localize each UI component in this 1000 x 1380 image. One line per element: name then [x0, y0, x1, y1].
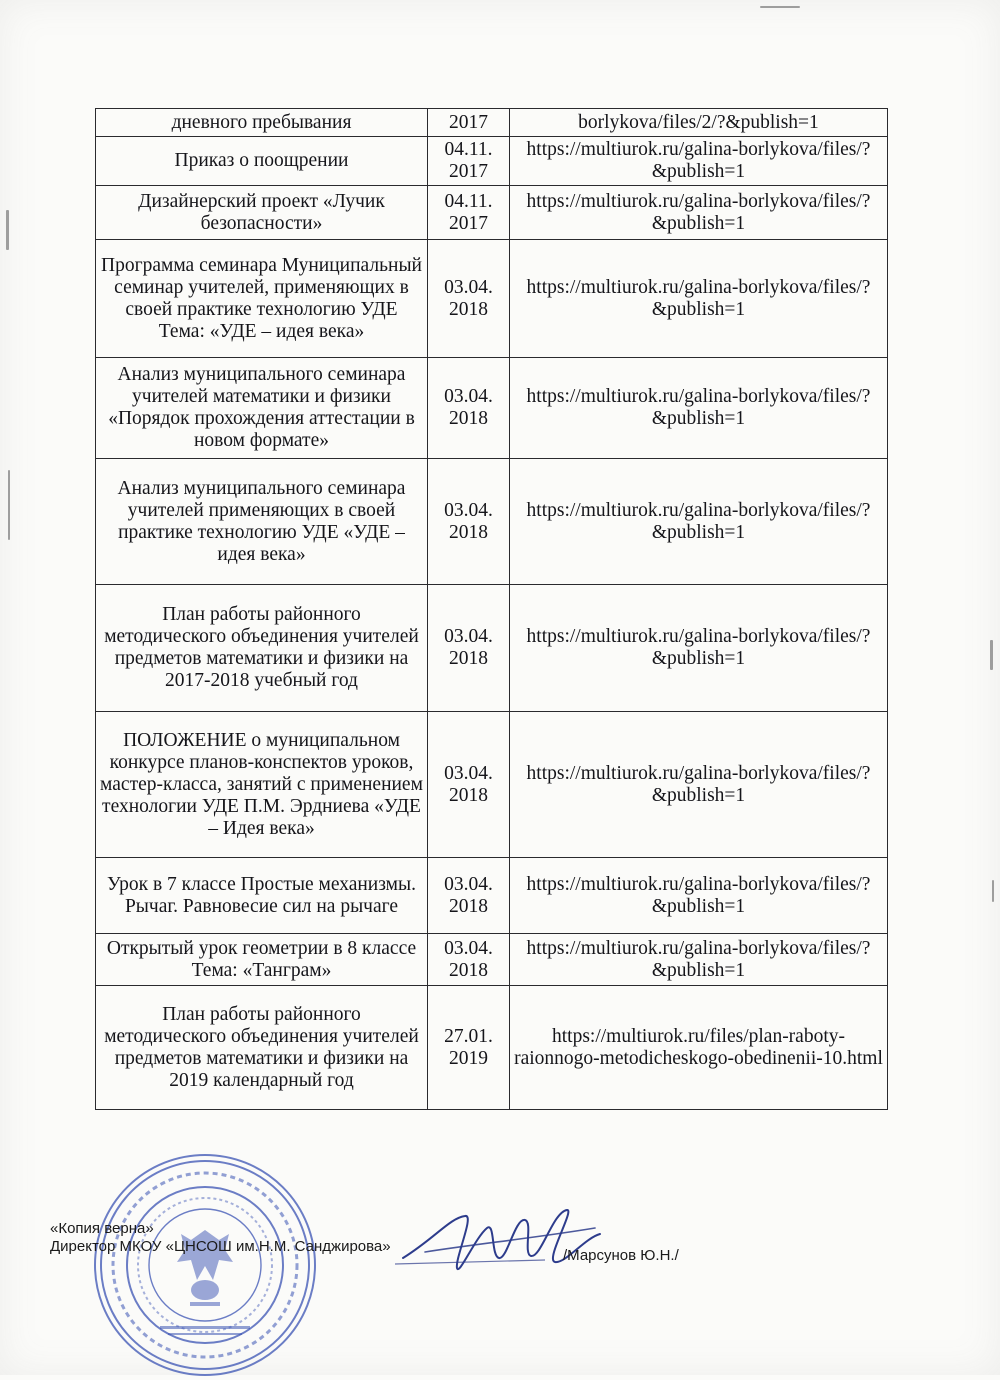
row-title: План работы районного методического объединения учителей предметов математики и физики на 2017-2018 учебный год — [96, 585, 428, 712]
director-title: Директор МКОУ «ЦНСОШ им.Н.М. Санджирова» — [50, 1238, 391, 1255]
row-title: Открытый урок геометрии в 8 классе Тема: «Танграм» — [96, 934, 428, 986]
copy-certified-label: «Копия верна» — [50, 1220, 154, 1237]
table-row — [96, 585, 888, 712]
row-title: дневного пребывания — [96, 109, 428, 137]
row-title: Приказ о поощрении — [96, 137, 428, 186]
scan-speck — [6, 210, 9, 250]
row-title: План работы районного методического объединения учителей предметов математики и физики на 2019 календарный год — [96, 986, 428, 1110]
row-date: 03.04. 2018 — [428, 358, 510, 459]
scan-speck — [8, 470, 10, 540]
row-date: 2017 — [428, 109, 510, 137]
row-title: Анализ муниципального семинара учителей математики и физики «Порядок прохождения аттестации в новом формате» — [96, 358, 428, 459]
table-row — [96, 109, 888, 137]
row-title: Урок в 7 классе Простые механизмы. Рычаг. Равновесие сил на рычаге — [96, 858, 428, 934]
row-link[interactable]: https://multiurok.ru/files/plan-raboty-raionnogo-metodicheskogo-obedinenii-10.html — [510, 986, 888, 1110]
row-link[interactable]: https://multiurok.ru/galina-borlykova/files/?&publish=1 — [510, 240, 888, 358]
row-date: 03.04. 2018 — [428, 240, 510, 358]
director-name: /Марсунов Ю.Н./ — [563, 1247, 679, 1264]
row-link[interactable]: https://multiurok.ru/galina-borlykova/files/?&publish=1 — [510, 585, 888, 712]
row-date: 03.04. 2018 — [428, 858, 510, 934]
table-row — [96, 986, 888, 1110]
row-title: Анализ муниципального семинара учителей применяющих в своей практике технологию УДЕ «УДЕ – идея века» — [96, 459, 428, 585]
table-row — [96, 858, 888, 934]
row-link[interactable]: https://multiurok.ru/galina-borlykova/files/?&publish=1 — [510, 186, 888, 240]
row-date: 27.01. 2019 — [428, 986, 510, 1110]
table-row — [96, 934, 888, 986]
table-row — [96, 712, 888, 858]
scan-speck — [990, 640, 993, 670]
row-link[interactable]: https://multiurok.ru/galina-borlykova/files/?&publish=1 — [510, 358, 888, 459]
row-title: Дизайнерский проект «Лучик безопасности» — [96, 186, 428, 240]
table-row — [96, 137, 888, 186]
scan-speck — [992, 880, 994, 902]
row-date: 03.04. 2018 — [428, 585, 510, 712]
row-date: 04.11. 2017 — [428, 186, 510, 240]
row-link[interactable]: https://multiurok.ru/galina-borlykova/files/?&publish=1 — [510, 858, 888, 934]
row-link[interactable]: https://multiurok.ru/galina-borlykova/files/?&publish=1 — [510, 137, 888, 186]
table-row — [96, 459, 888, 585]
table-row — [96, 186, 888, 240]
certification-block — [50, 1220, 391, 1256]
row-title: Программа семинара Муниципальный семинар учителей, применяющих в своей практике технологию УДЕ Тема: «УДЕ – идея века» — [96, 240, 428, 358]
row-link[interactable]: borlykova/files/2/?&publish=1 — [510, 109, 888, 137]
table-row — [96, 358, 888, 459]
row-link[interactable]: https://multiurok.ru/galina-borlykova/files/?&publish=1 — [510, 934, 888, 986]
documents-table — [95, 108, 888, 1110]
row-date: 03.04. 2018 — [428, 934, 510, 986]
row-date: 03.04. 2018 — [428, 459, 510, 585]
handwritten-signature — [395, 1198, 605, 1288]
official-seal-stamp — [90, 1150, 320, 1380]
row-title: ПОЛОЖЕНИЕ о муниципальном конкурсе планов-конспектов уроков, мастер-класса, занятий с применением технологии УДЕ П.М. Эрдниева «УДЕ – Идея века» — [96, 712, 428, 858]
row-link[interactable]: https://multiurok.ru/galina-borlykova/files/?&publish=1 — [510, 712, 888, 858]
row-date: 04.11. 2017 — [428, 137, 510, 186]
scan-speck — [760, 6, 800, 8]
row-date: 03.04. 2018 — [428, 712, 510, 858]
row-link[interactable]: https://multiurok.ru/galina-borlykova/files/?&publish=1 — [510, 459, 888, 585]
table-row — [96, 240, 888, 358]
